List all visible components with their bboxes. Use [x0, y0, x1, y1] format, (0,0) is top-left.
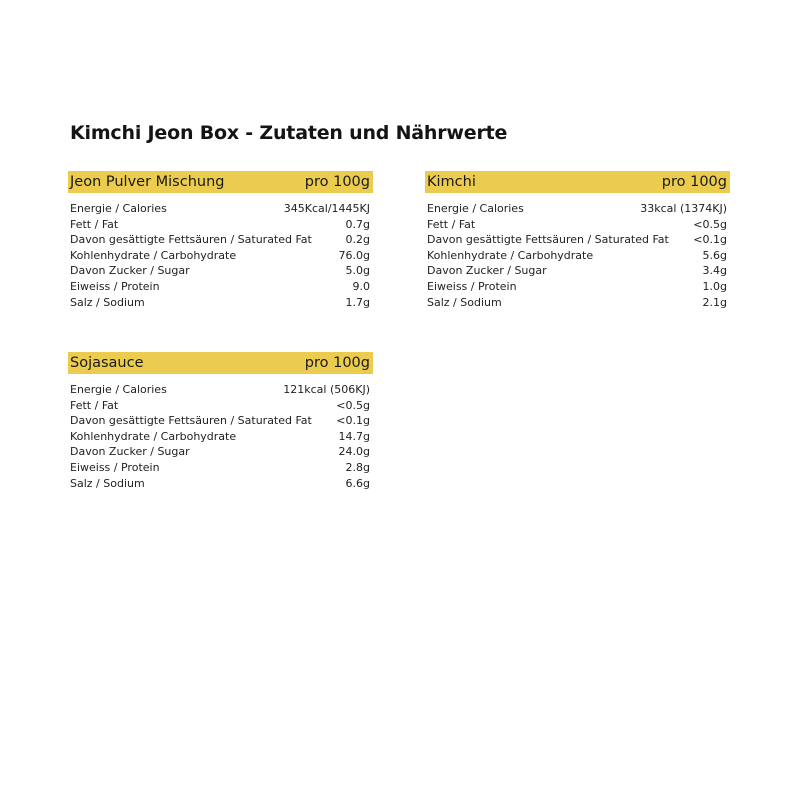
- row-value: 76.0g: [338, 248, 370, 262]
- row-value: 3.4g: [702, 264, 727, 278]
- row-label: Eiweiss / Protein: [70, 279, 160, 293]
- row-label: Davon gesättigte Fettsäuren / Saturated Fat: [70, 233, 312, 247]
- table-row: [425, 232, 730, 248]
- table-body: [68, 201, 373, 310]
- row-label: Kohlenhydrate / Carbohydrate: [427, 248, 594, 262]
- table-row: [425, 248, 730, 264]
- table-unit: pro 100g: [304, 355, 370, 371]
- row-label: Kohlenhydrate / Carbohydrate: [70, 429, 237, 443]
- table-row: [425, 295, 730, 311]
- row-value: 2.1g: [702, 295, 727, 309]
- row-value: 14.7g: [338, 429, 370, 443]
- table-header: [68, 352, 373, 374]
- row-value: 6.6g: [345, 476, 370, 490]
- row-value: 24.0g: [338, 445, 370, 459]
- row-label: Davon gesättigte Fettsäuren / Saturated Fat: [70, 414, 312, 428]
- table-row: [68, 429, 373, 445]
- table-row: [68, 232, 373, 248]
- row-label: Fett / Fat: [427, 217, 476, 231]
- table-row: [68, 217, 373, 233]
- row-label: Salz / Sodium: [70, 476, 145, 490]
- table-body: [425, 201, 730, 310]
- table-header: [68, 171, 373, 193]
- row-value: 2.8g: [345, 460, 370, 474]
- row-value: 0.2g: [345, 233, 370, 247]
- row-value: 9.0: [352, 279, 370, 293]
- table-name: Sojasauce: [70, 355, 144, 371]
- row-label: Energie / Calories: [427, 202, 524, 215]
- table-header: [425, 171, 730, 193]
- row-value: 5.0g: [345, 264, 370, 278]
- row-label: Eiweiss / Protein: [427, 279, 517, 293]
- table-row: [68, 263, 373, 279]
- row-label: Fett / Fat: [70, 398, 119, 412]
- nutrition-table-kimchi: [425, 171, 730, 310]
- table-body: [68, 382, 373, 491]
- row-value: <0.5g: [693, 217, 727, 231]
- row-value: 1.7g: [345, 295, 370, 309]
- row-label: Fett / Fat: [70, 217, 119, 231]
- row-value: 121kcal (506KJ): [283, 383, 370, 396]
- row-value: <0.1g: [693, 233, 727, 247]
- row-label: Salz / Sodium: [427, 295, 502, 309]
- row-label: Energie / Calories: [70, 383, 167, 396]
- table-unit: pro 100g: [304, 174, 370, 190]
- nutrition-table-jeon-pulver: [68, 171, 373, 310]
- table-row: [68, 279, 373, 295]
- table-unit: pro 100g: [661, 174, 727, 190]
- row-value: <0.1g: [336, 414, 370, 428]
- row-value: 1.0g: [702, 279, 727, 293]
- row-value: 0.7g: [345, 217, 370, 231]
- row-label: Davon Zucker / Sugar: [70, 445, 190, 459]
- table-row: [68, 201, 373, 217]
- table-name: Kimchi: [427, 174, 476, 190]
- row-value: 345Kcal/1445KJ: [283, 202, 370, 215]
- row-label: Eiweiss / Protein: [70, 460, 160, 474]
- table-row: [68, 413, 373, 429]
- row-label: Davon gesättigte Fettsäuren / Saturated Fat: [427, 233, 669, 247]
- row-label: Davon Zucker / Sugar: [427, 264, 547, 278]
- table-row: [425, 217, 730, 233]
- table-row: [68, 444, 373, 460]
- table-row: [425, 263, 730, 279]
- table-row: [68, 460, 373, 476]
- row-label: Salz / Sodium: [70, 295, 145, 309]
- row-value: 5.6g: [702, 248, 727, 262]
- table-name: Jeon Pulver Mischung: [70, 174, 225, 190]
- table-row: [425, 201, 730, 217]
- row-value: <0.5g: [336, 398, 370, 412]
- row-label: Kohlenhydrate / Carbohydrate: [70, 248, 237, 262]
- table-row: [68, 398, 373, 414]
- nutrition-table-sojasauce: [68, 352, 373, 491]
- table-row: [68, 295, 373, 311]
- table-row: [68, 382, 373, 398]
- row-label: Davon Zucker / Sugar: [70, 264, 190, 278]
- row-value: 33kcal (1374KJ): [640, 202, 727, 215]
- table-row: [68, 248, 373, 264]
- table-row: [425, 279, 730, 295]
- table-row: [68, 476, 373, 492]
- page-title: Kimchi Jeon Box - Zutaten und Nährwerte: [70, 122, 508, 144]
- row-label: Energie / Calories: [70, 202, 167, 215]
